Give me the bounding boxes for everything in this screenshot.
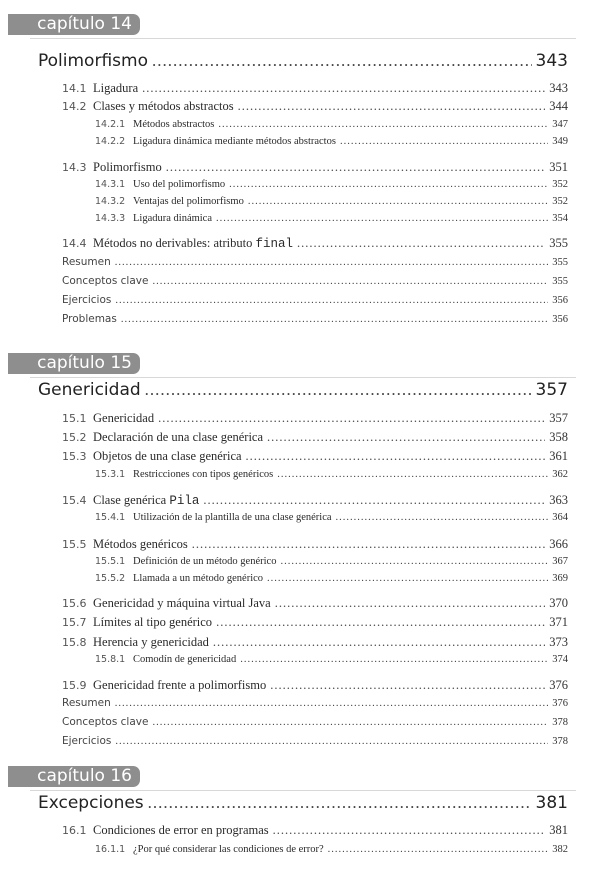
section-title-text: Clases y métodos abstractos xyxy=(93,99,234,113)
section-number: 15.5.2 xyxy=(95,573,126,584)
leader-dots xyxy=(121,314,548,325)
section-title-text: Límites al tipo genérico xyxy=(93,615,213,629)
summary-entry[interactable] xyxy=(62,735,568,747)
section-title xyxy=(93,449,242,464)
section-title-text: Utilización de la plantilla de una clase genérica xyxy=(133,512,332,523)
section-title-text: Conceptos clave xyxy=(62,716,149,728)
leader-dots xyxy=(267,430,545,445)
section-entry[interactable] xyxy=(62,99,568,114)
page-number: 370 xyxy=(549,596,568,610)
leader-dots xyxy=(142,81,545,96)
section-title-text: Métodos genéricos xyxy=(93,537,188,551)
leader-dots xyxy=(238,99,546,114)
page-number: 343 xyxy=(535,51,568,71)
section-title xyxy=(62,275,148,287)
section-entry[interactable] xyxy=(62,635,568,650)
summary-entry[interactable] xyxy=(62,716,568,728)
section-title-text: Objetos de una clase genérica xyxy=(93,449,242,463)
section-title-text: Ejercicios xyxy=(62,735,112,747)
section-entry[interactable] xyxy=(95,556,568,567)
summary-entry[interactable] xyxy=(62,313,568,325)
section-title xyxy=(62,716,148,728)
section-entry[interactable] xyxy=(62,160,568,175)
section-number: 14.3.1 xyxy=(95,179,126,190)
section-entry[interactable] xyxy=(95,179,568,190)
leader-dots xyxy=(240,654,548,665)
divider-line xyxy=(30,377,576,378)
page-number: 357 xyxy=(549,411,568,425)
section-title-text: ¿Por qué considerar las condiciones de error? xyxy=(133,844,324,855)
leader-dots xyxy=(277,469,548,480)
section-number: 15.9 xyxy=(62,679,87,692)
leader-dots xyxy=(218,119,548,130)
leader-dots xyxy=(158,411,545,426)
summary-entry[interactable] xyxy=(62,294,568,306)
section-entry[interactable] xyxy=(95,196,568,207)
leader-dots xyxy=(246,449,546,464)
section-title-text: Uso del polimorfismo xyxy=(133,179,226,190)
chapter-title-entry[interactable] xyxy=(38,793,568,813)
section-title-text: Genericidad y máquina virtual Java xyxy=(93,596,271,610)
page-number: 355 xyxy=(549,236,568,250)
page-number: 356 xyxy=(552,295,568,306)
section-title xyxy=(62,697,111,709)
section-number: 15.5 xyxy=(62,538,87,551)
section-title-text: Ligadura dinámica mediante métodos abstractos xyxy=(133,136,336,147)
leader-dots xyxy=(273,823,546,838)
section-title-text: Definición de un método genérico xyxy=(133,556,277,567)
section-title-text: Resumen xyxy=(62,697,111,709)
page-number: 381 xyxy=(549,823,568,837)
leader-dots xyxy=(148,793,532,813)
leader-dots xyxy=(297,236,545,251)
section-title xyxy=(93,635,209,650)
leader-dots xyxy=(152,717,548,728)
section-title xyxy=(133,469,273,480)
section-title xyxy=(133,213,212,224)
section-title xyxy=(93,411,154,426)
page-number: 382 xyxy=(552,844,568,855)
section-entry[interactable] xyxy=(62,596,568,611)
section-title xyxy=(62,735,111,747)
section-number: 14.2.2 xyxy=(95,136,126,147)
section-number: 14.3.2 xyxy=(95,196,126,207)
section-number: 14.1 xyxy=(62,82,87,95)
page-number: 354 xyxy=(552,213,568,224)
section-title xyxy=(93,99,234,114)
section-title xyxy=(93,430,263,445)
leader-dots xyxy=(166,160,545,175)
section-title-text: Declaración de una clase genérica xyxy=(93,430,264,444)
chapter-title: Polimorfismo xyxy=(38,51,148,71)
section-number: 14.2 xyxy=(62,100,87,113)
section-title-text: Conceptos clave xyxy=(62,275,149,287)
section-number: 14.2.1 xyxy=(95,119,126,130)
leader-dots xyxy=(192,537,545,552)
leader-dots xyxy=(270,678,545,693)
section-number: 15.8 xyxy=(62,636,87,649)
section-title xyxy=(93,596,271,611)
section-title xyxy=(93,537,188,552)
chapter-banner: capítulo 16 xyxy=(8,766,140,787)
section-entry[interactable] xyxy=(95,573,568,584)
section-title xyxy=(133,556,276,567)
section-entry[interactable] xyxy=(62,236,568,251)
section-title-text: Métodos no derivables: atributo xyxy=(93,236,256,250)
page-number: 344 xyxy=(549,99,568,113)
page-number: 362 xyxy=(552,469,568,480)
section-number: 15.6 xyxy=(62,597,87,610)
page-number: 349 xyxy=(552,136,568,147)
section-title xyxy=(133,512,332,523)
section-title xyxy=(93,615,212,630)
leader-dots xyxy=(115,698,548,709)
section-entry[interactable] xyxy=(62,678,568,693)
section-number: 15.1 xyxy=(62,412,87,425)
leader-dots xyxy=(115,736,548,747)
leader-dots xyxy=(203,493,545,508)
leader-dots xyxy=(336,512,549,523)
leader-dots xyxy=(115,295,548,306)
summary-entry[interactable] xyxy=(62,275,568,287)
page-number: 376 xyxy=(549,678,568,692)
section-title xyxy=(93,81,138,96)
leader-dots xyxy=(275,596,546,611)
section-title xyxy=(62,313,117,325)
section-title-text: Métodos abstractos xyxy=(133,119,215,130)
section-title-text: Restricciones con tipos genéricos xyxy=(133,469,274,480)
section-title xyxy=(93,823,269,838)
chapter-title-entry[interactable] xyxy=(38,380,568,400)
leader-dots xyxy=(280,556,548,567)
page-number: 378 xyxy=(552,736,568,747)
page-number: 373 xyxy=(549,635,568,649)
divider-line xyxy=(30,38,576,39)
page-number: 347 xyxy=(552,119,568,130)
page-number: 352 xyxy=(552,196,568,207)
chapter-title: Genericidad xyxy=(38,380,141,400)
page-number: 369 xyxy=(552,573,568,584)
page-number: 371 xyxy=(549,615,568,629)
page-number: 376 xyxy=(552,698,568,709)
section-title xyxy=(133,196,244,207)
page-number: 367 xyxy=(552,556,568,567)
section-entry[interactable] xyxy=(62,493,568,508)
page-number: 355 xyxy=(552,276,568,287)
leader-dots xyxy=(152,276,548,287)
code-keyword: final xyxy=(255,237,293,251)
section-title-text: Ventajas del polimorfismo xyxy=(133,196,244,207)
leader-dots xyxy=(145,380,532,400)
section-entry[interactable] xyxy=(95,119,568,130)
leader-dots xyxy=(213,635,545,650)
page-number: 366 xyxy=(549,537,568,551)
section-title-text: Genericidad xyxy=(93,411,155,425)
section-entry[interactable] xyxy=(95,844,568,855)
section-title xyxy=(133,654,236,665)
section-title xyxy=(93,678,266,693)
page-number: 352 xyxy=(552,179,568,190)
section-title-text: Ejercicios xyxy=(62,294,112,306)
section-entry[interactable] xyxy=(62,81,568,96)
section-number: 15.3 xyxy=(62,450,87,463)
section-number: 15.2 xyxy=(62,431,87,444)
section-number: 15.7 xyxy=(62,616,87,629)
section-title-text: Comodín de genericidad xyxy=(133,654,237,665)
section-title-text: Llamada a un método genérico xyxy=(133,573,264,584)
section-entry[interactable] xyxy=(95,136,568,147)
chapter-title: Excepciones xyxy=(38,793,144,813)
leader-dots xyxy=(152,51,532,71)
page-number: 357 xyxy=(535,380,568,400)
page-number: 343 xyxy=(549,81,568,95)
section-number: 15.4.1 xyxy=(95,512,126,523)
section-number: 15.3.1 xyxy=(95,469,126,480)
section-title-text: Ligadura dinámica xyxy=(133,213,213,224)
page-number: 358 xyxy=(549,430,568,444)
section-title-text: Condiciones de error en programas xyxy=(93,823,269,837)
leader-dots xyxy=(328,844,549,855)
section-number: 15.5.1 xyxy=(95,556,126,567)
page-number: 363 xyxy=(549,493,568,507)
section-title xyxy=(133,179,225,190)
section-entry[interactable] xyxy=(62,823,568,838)
section-title-text: Clase genérica xyxy=(93,493,170,507)
leader-dots xyxy=(216,213,548,224)
section-number: 14.3.3 xyxy=(95,213,126,224)
chapter-title-entry[interactable] xyxy=(38,51,568,71)
section-number: 14.3 xyxy=(62,161,87,174)
section-title xyxy=(93,236,293,251)
section-entry[interactable] xyxy=(95,469,568,480)
leader-dots xyxy=(115,257,548,268)
section-entry[interactable] xyxy=(62,449,568,464)
section-title-text: Resumen xyxy=(62,256,111,268)
page-number: 381 xyxy=(535,793,568,813)
leader-dots xyxy=(248,196,548,207)
section-title xyxy=(93,160,162,175)
section-title xyxy=(62,294,111,306)
section-title xyxy=(133,136,336,147)
section-entry[interactable] xyxy=(95,213,568,224)
page-number: 351 xyxy=(549,160,568,174)
section-title xyxy=(93,493,199,508)
page-number: 374 xyxy=(552,654,568,665)
leader-dots xyxy=(267,573,548,584)
summary-entry[interactable] xyxy=(62,256,568,268)
section-entry[interactable] xyxy=(95,512,568,523)
section-number: 16.1.1 xyxy=(95,844,126,855)
section-title-text: Genericidad frente a polimorfismo xyxy=(93,678,267,692)
section-number: 14.4 xyxy=(62,237,87,250)
chapter-banner: capítulo 15 xyxy=(8,353,140,374)
section-entry[interactable] xyxy=(62,411,568,426)
section-title-text: Problemas xyxy=(62,313,117,325)
section-title-text: Polimorfismo xyxy=(93,160,162,174)
section-title xyxy=(62,256,111,268)
summary-entry[interactable] xyxy=(62,697,568,709)
divider-line xyxy=(30,790,576,791)
section-entry[interactable] xyxy=(62,615,568,630)
page-number: 356 xyxy=(552,314,568,325)
section-number: 16.1 xyxy=(62,824,87,837)
page-number: 364 xyxy=(552,512,568,523)
section-entry[interactable] xyxy=(95,654,568,665)
section-entry[interactable] xyxy=(62,537,568,552)
section-entry[interactable] xyxy=(62,430,568,445)
section-number: 15.8.1 xyxy=(95,654,126,665)
section-title-text: Herencia y genericidad xyxy=(93,635,209,649)
chapter-banner: capítulo 14 xyxy=(8,14,140,35)
section-title xyxy=(133,844,324,855)
section-title xyxy=(133,119,214,130)
section-title-text: Ligadura xyxy=(93,81,139,95)
leader-dots xyxy=(229,179,548,190)
code-keyword: Pila xyxy=(169,494,200,508)
section-number: 15.4 xyxy=(62,494,87,507)
page-number: 378 xyxy=(552,717,568,728)
page-number: 361 xyxy=(549,449,568,463)
leader-dots xyxy=(340,136,548,147)
section-title xyxy=(133,573,263,584)
leader-dots xyxy=(216,615,545,630)
page-number: 355 xyxy=(552,257,568,268)
